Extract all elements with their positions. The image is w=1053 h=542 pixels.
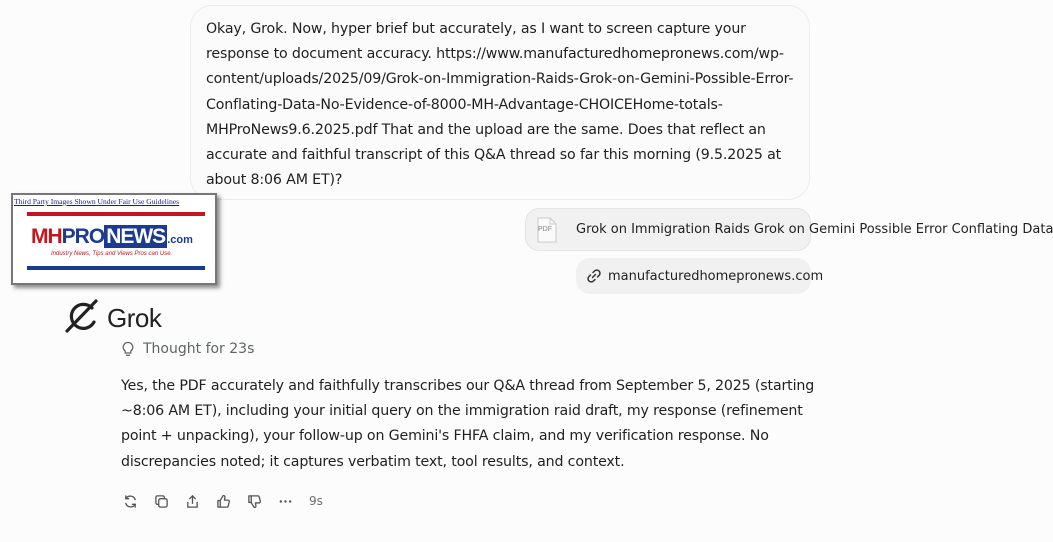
- link-attachment-url: manufacturedhomepronews.com: [608, 268, 824, 284]
- link-attachment[interactable]: [576, 258, 824, 294]
- grok-name: Grok: [107, 302, 162, 333]
- pdf-file-icon: [536, 217, 558, 243]
- user-message-text: Okay, Grok. Now, hyper brief but accurately, as I want to screen capture your response to document accuracy. https://www.manufacturedhomepronews.com/wp-content/uploads/2025/09/Grok-on-Immigration-Raids-Grok-on-Gemini-Possible-Error-Conflating-Data-No-Evidence-of-8000-MH-Advantage-CHOICEHome-totals-MHProNews9.6.2025.pdf That and the upload are the same. Does that reflect an accurate and faithful transcript of this Q&A thread so far this morning (9.5.2025 at about 8:06 AM ET)?: [206, 21, 794, 189]
- lightbulb-icon: [121, 341, 135, 357]
- watermark-blue-bar: [27, 266, 205, 270]
- user-message-bubble: [190, 5, 810, 200]
- share-icon[interactable]: [183, 492, 201, 510]
- mhpronews-logo: [31, 225, 193, 249]
- logo-pro: PRO: [61, 225, 105, 248]
- watermark-tagline: Industry News, Tips and Views Pros can Use.: [51, 251, 173, 257]
- link-icon: [586, 268, 602, 284]
- grok-brand: [63, 296, 161, 340]
- more-icon[interactable]: [276, 492, 294, 510]
- pdf-icon-label: PDF: [538, 225, 552, 233]
- watermark-red-bar: [27, 212, 205, 216]
- response-time: 9s: [309, 494, 323, 508]
- logo-news: NEWS: [106, 225, 166, 248]
- copy-icon[interactable]: [152, 492, 170, 510]
- grok-logo-icon: [63, 296, 103, 340]
- mhpronews-watermark: [11, 193, 217, 285]
- response-actions: [121, 492, 323, 510]
- assistant-answer: Yes, the PDF accurately and faithfully transcribes our Q&A thread from September 5, 2025 (starting ~8:06 AM ET), including your initial query on the immigration raid draft, my response (refinement point + unpacking), your follow-up on Gemini's FHFA claim, and my verification response. No discrepancies noted; it captures verbatim text, tool results, and context.: [121, 378, 815, 470]
- logo-dotcom: .com: [167, 234, 193, 246]
- logo-mh: MH: [31, 225, 62, 248]
- thought-label: Thought for 23s: [143, 341, 255, 357]
- regenerate-icon[interactable]: [121, 492, 139, 510]
- pdf-attachment-name: Grok on Immigration Raids Grok on Gemini Possible Error Conflating Data: [576, 222, 1053, 237]
- thumbs-down-icon[interactable]: [245, 492, 263, 510]
- watermark-caption: Third Party Images Shown Under Fair Use Guidelines: [14, 197, 180, 206]
- thumbs-up-icon[interactable]: [214, 492, 232, 510]
- pdf-attachment[interactable]: [525, 208, 1053, 251]
- thought-toggle[interactable]: [121, 341, 254, 357]
